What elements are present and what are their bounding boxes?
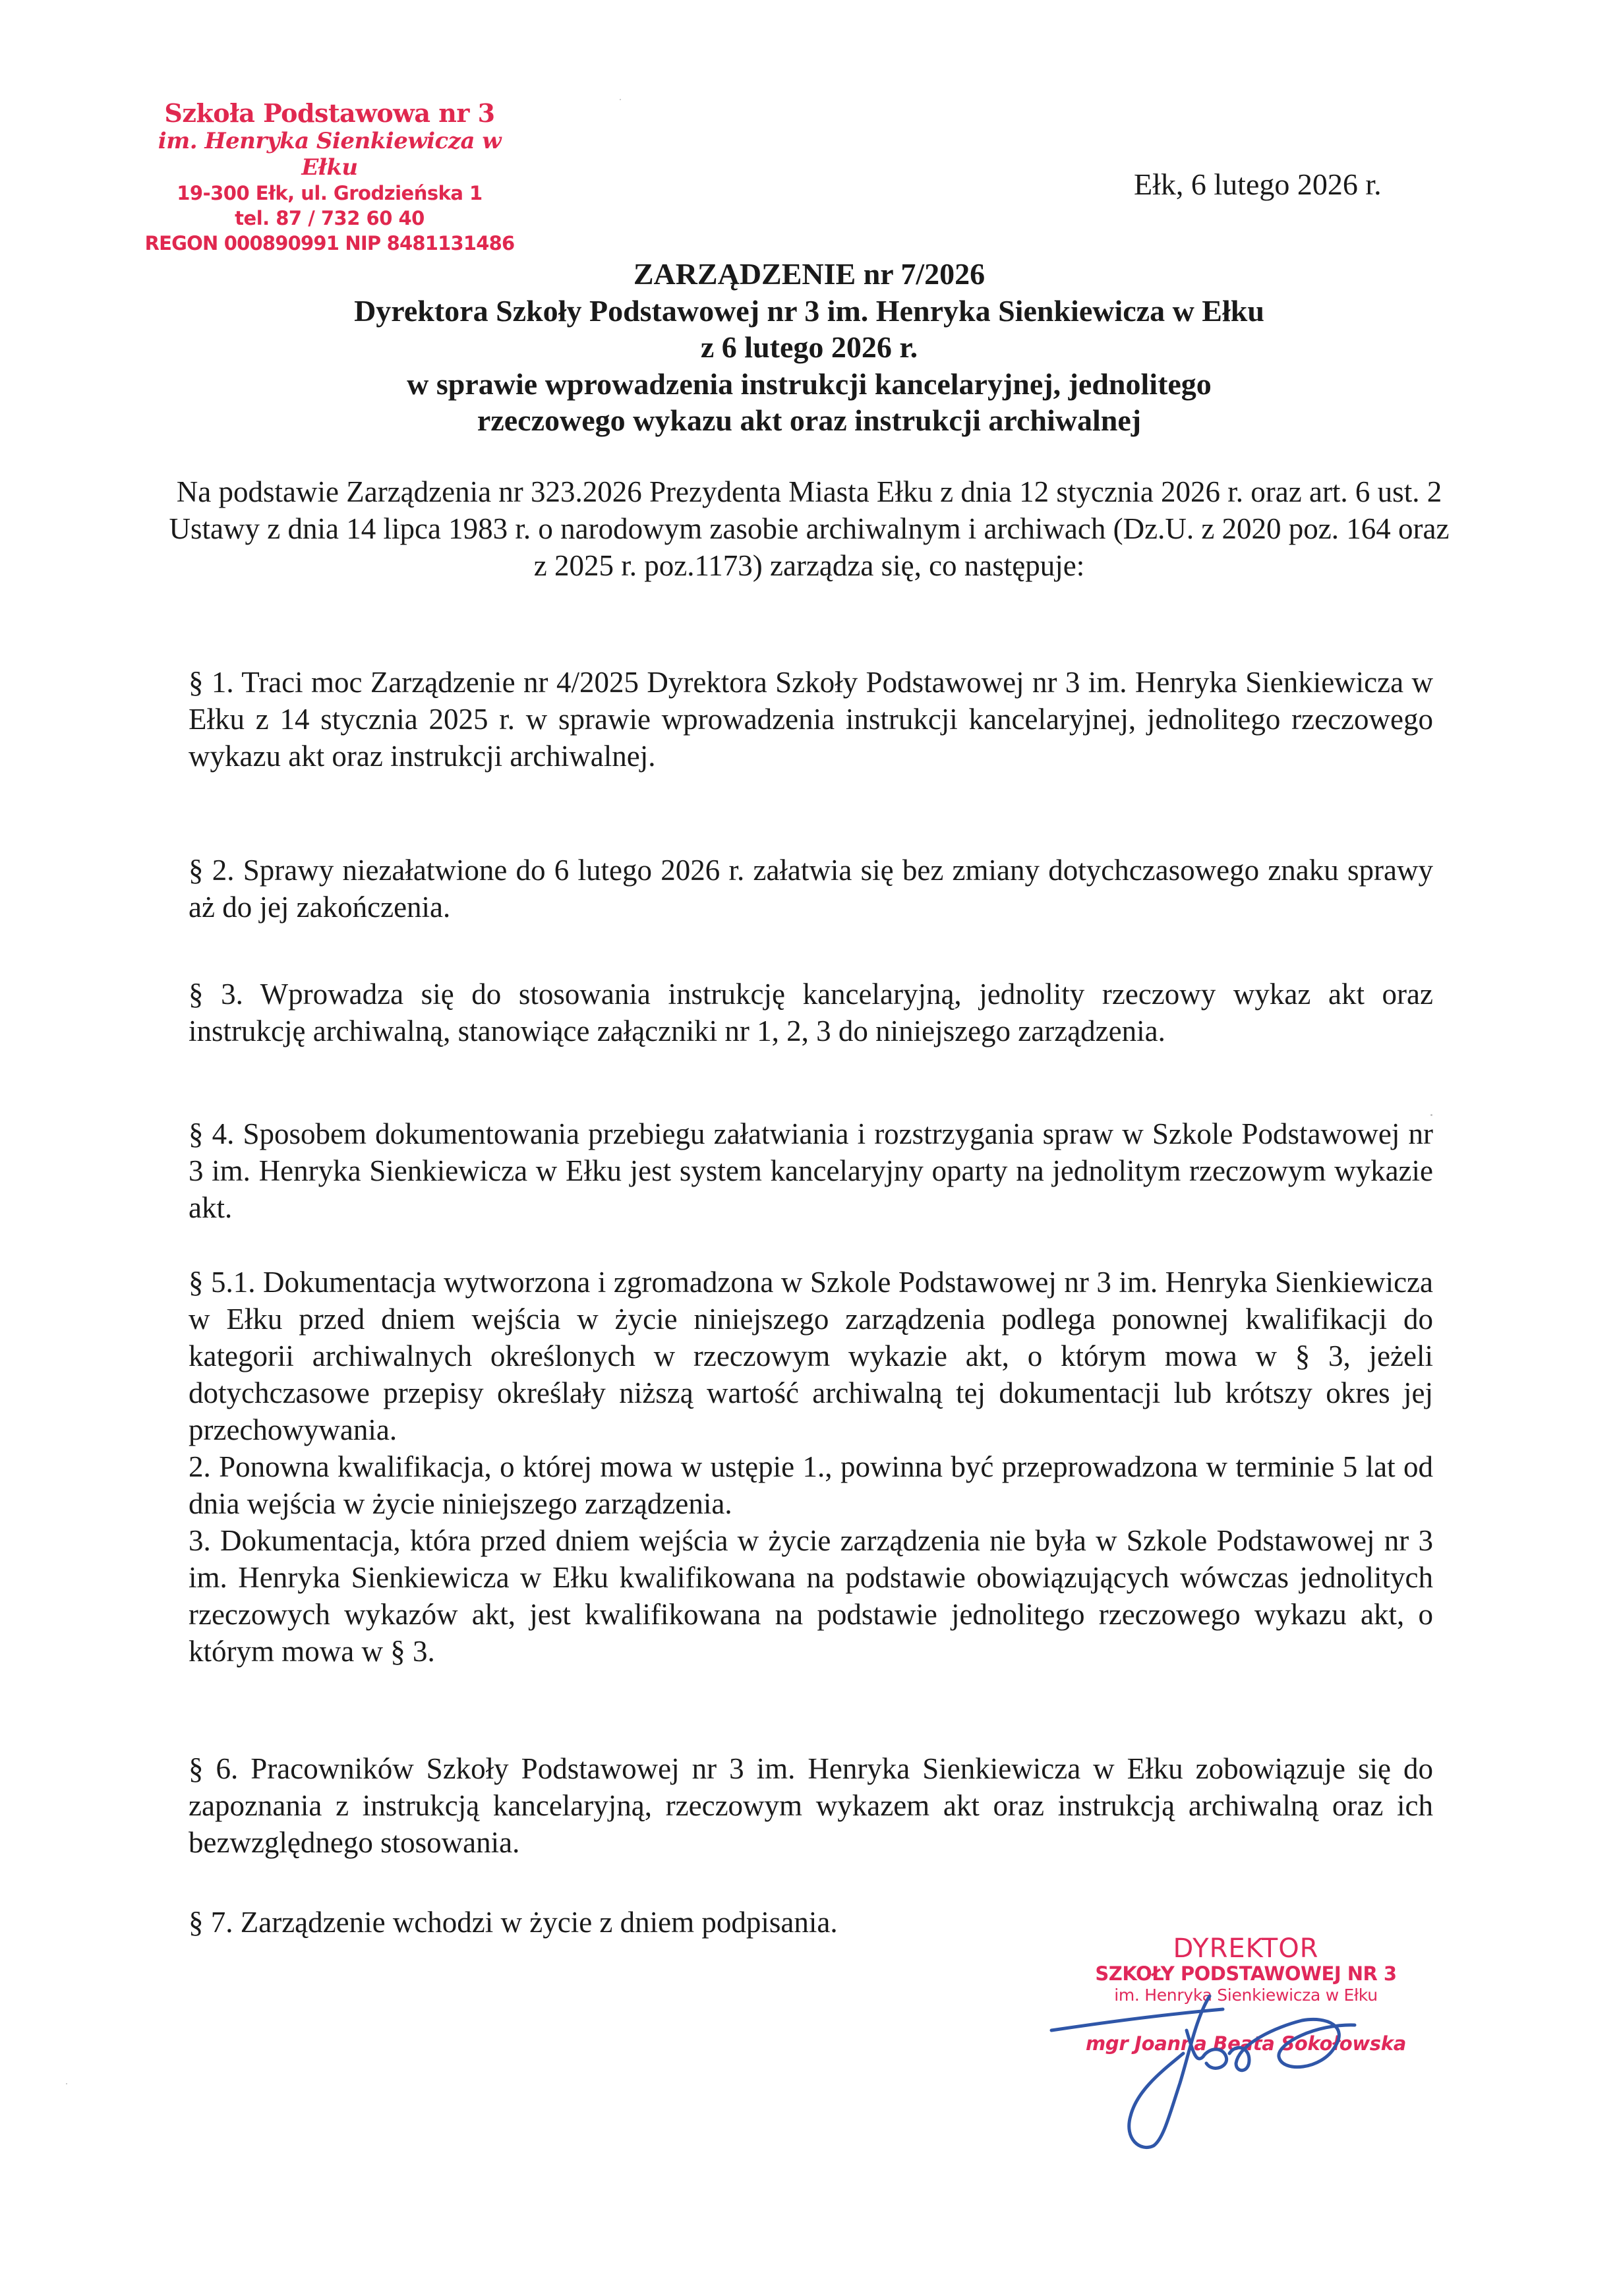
paragraph-5-point-3: 3. Dokumentacja, która przed dniem wejścia w życie zarządzenia nie była w Szkole Podstawowej nr 3 im. Henryka Sienkiewicza w Ełku kwalifikowana na podstawie obowiązujących wówczas jednolitych rzeczowych wykazów akt, jest kwalifikowana na podstawie jednolitego rzeczowego wykazu akt, o którym mowa w § 3. — [189, 1524, 1433, 1668]
title-subject-line2: rzeczowego wykazu akt oraz instrukcji archiwalnej — [477, 403, 1142, 437]
title-date: z 6 lutego 2026 r. — [700, 330, 918, 364]
paragraph-1 — [189, 664, 1433, 775]
school-stamp-patron: im. Henryka Sienkiewicza w Ełku — [158, 128, 502, 181]
paragraph-5 — [189, 1264, 1433, 1670]
paragraph-6 — [189, 1750, 1433, 1861]
school-stamp-ids: REGON 000890991 NIP 8481131486 — [144, 232, 515, 254]
title-number: ZARZĄDZENIE nr 7/2026 — [633, 257, 986, 291]
director-stamp-title: DYREKTOR — [1173, 1933, 1319, 1964]
scan-speck — [66, 2083, 67, 2084]
paragraph-4-text: § 4. Sposobem dokumentowania przebiegu załatwiania i rozstrzygania spraw w Szkole Podstawowej nr 3 im. Henryka Sienkiewicza w Ełku jest system kancelaryjny oparty na jednolitym rzeczowym wykazie akt. — [189, 1117, 1433, 1224]
director-stamp-school: SZKOŁY PODSTAWOWEJ NR 3 — [1095, 1962, 1397, 1985]
legal-basis: Na podstawie Zarządzenia nr 323.2026 Prezydenta Miasta Ełku z dnia 12 stycznia 2026 r. oraz art. 6 ust. 2 Ustawy z dnia 14 lipca 1983 r. o narodowym zasobie archiwalnym i archiwach (Dz.U. z 2020 poz. 164 oraz z 2025 r. poz.1173) zarządza się, co następuje: — [169, 475, 1450, 582]
director-stamp-name: mgr Joanna Beata Sokołowska — [1085, 2032, 1407, 2055]
paragraph-3-text: § 3. Wprowadza się do stosowania instrukcję kancelaryjną, jednolity rzeczowy wykaz akt oraz instrukcję archiwalną, stanowiące załączniki nr 1, 2, 3 do niniejszego zarządzenia. — [189, 978, 1433, 1047]
school-stamp-phone: tel. 87 / 732 60 40 — [235, 207, 425, 229]
paragraph-4 — [189, 1115, 1433, 1226]
document-title — [158, 256, 1460, 439]
paragraph-2-text: § 2. Sprawy niezałatwione do 6 lutego 2026 r. załatwia się bez zmiany dotychczasowego znaku sprawy aż do jej zakończenia. — [189, 854, 1433, 924]
director-stamp — [1081, 1935, 1411, 2055]
scan-speck — [620, 99, 621, 100]
title-issuer: Dyrektora Szkoły Podstawowej nr 3 im. Henryka Sienkiewicza w Ełku — [354, 293, 1264, 328]
paragraph-3 — [189, 976, 1433, 1049]
paragraph-7-text: § 7. Zarządzenie wchodzi w życie z dniem podpisania. — [189, 1906, 838, 1939]
scan-speck — [1430, 1114, 1432, 1116]
director-stamp-patron: im. Henryka Sienkiewicza w Ełku — [1114, 1986, 1378, 2005]
title-subject-line1: w sprawie wprowadzenia instrukcji kancelaryjnej, jednolitego — [407, 367, 1212, 401]
school-stamp — [135, 99, 524, 256]
paragraph-2 — [189, 852, 1433, 926]
paragraph-1-text: § 1. Traci moc Zarządzenie nr 4/2025 Dyrektora Szkoły Podstawowej nr 3 im. Henryka Sienkiewicza w Ełku z 14 stycznia 2025 r. w sprawie wprowadzenia instrukcji kancelaryjnej, jednolitego rzeczowego wykazu akt oraz instrukcji archiwalnej. — [189, 666, 1433, 773]
paragraph-5-point-1: § 5.1. Dokumentacja wytworzona i zgromadzona w Szkole Podstawowej nr 3 im. Henryka Sienkiewicza w Ełku przed dniem wejścia w życie niniejszego zarządzenia podlega ponownej kwalifikacji do kategorii archiwalnych określonych w rzeczowym wykazie akt, o którym mowa w § 3, jeżeli dotychczasowe przepisy określały niższą wartość archiwalną tej dokumentacji lub krótszy okres jej przechowywania. — [189, 1266, 1433, 1446]
paragraph-5-point-2: 2. Ponowna kwalifikacja, o której mowa w ustępie 1., powinna być przeprowadzona w terminie 5 lat od dnia wejścia w życie niniejszego zarządzenia. — [189, 1450, 1433, 1520]
school-stamp-name: Szkoła Podstawowa nr 3 — [164, 98, 495, 128]
paragraph-6-text: § 6. Pracowników Szkoły Podstawowej nr 3 im. Henryka Sienkiewicza w Ełku zobowiązuje się do zapoznania z instrukcją kancelaryjną, rzeczowym wykazem akt oraz instrukcją archiwalną oraz ich bezwzględnego stosowania. — [189, 1752, 1433, 1859]
school-stamp-address: 19-300 Ełk, ul. Grodzieńska 1 — [177, 182, 483, 204]
place-date: Ełk, 6 lutego 2026 r. — [1134, 167, 1382, 201]
